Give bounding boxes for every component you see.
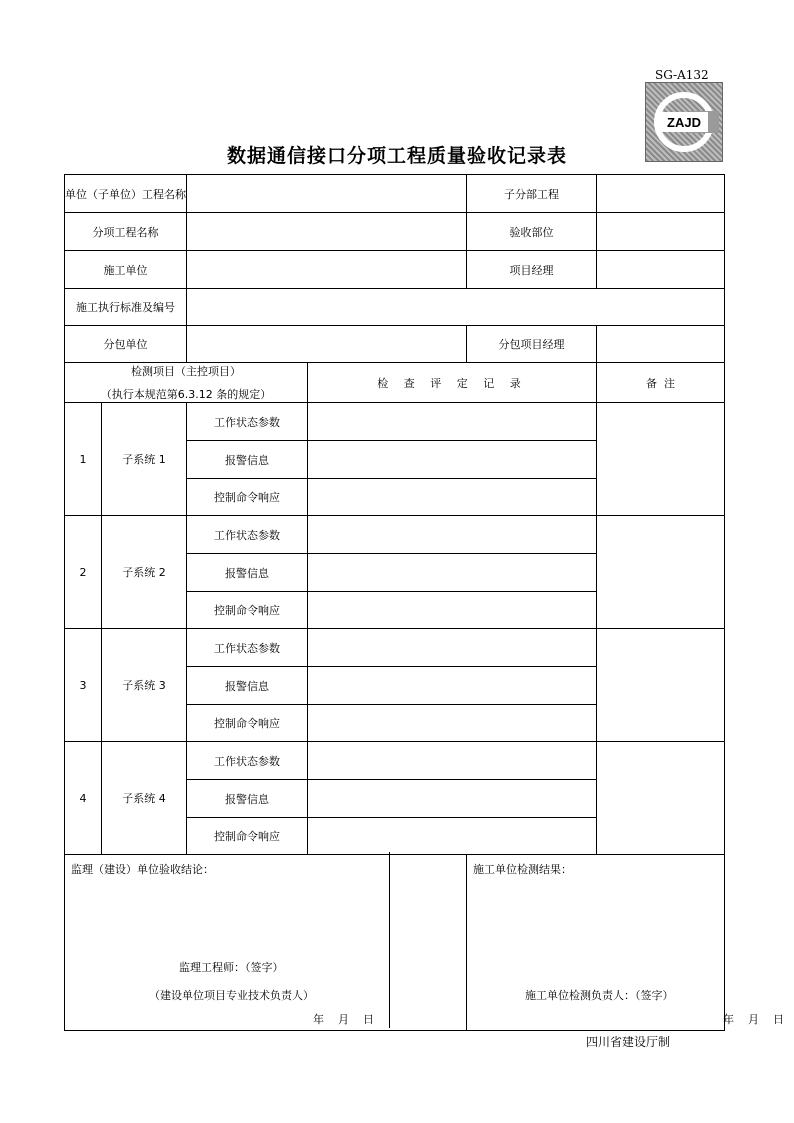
form-title: 数据通信接口分项工程质量验收记录表 [226, 145, 567, 167]
form-code: SG-A132 [655, 68, 709, 82]
remark-cell[interactable] [597, 629, 725, 742]
construction-result-cell[interactable] [467, 855, 784, 1031]
owner-tech-lead-sign: （建设单位项目专业技术负责人） [149, 989, 314, 1002]
signature-divider [389, 852, 390, 1028]
subcontract-manager-label: 分包项目经理 [467, 326, 597, 363]
subsystem-name: 子系统 2 [102, 516, 187, 629]
sub-division-label: 子分部工程 [467, 175, 597, 213]
sub-item-label: 分项工程名称 [65, 213, 187, 251]
check-item-label: 控制命令响应 [187, 705, 308, 742]
check-item-header-line1: 检测项目（主控项目） [131, 365, 241, 378]
subsystem-name: 子系统 1 [102, 403, 187, 516]
standard-label: 施工执行标准及编号 [65, 289, 187, 326]
check-item-label: 控制命令响应 [187, 479, 308, 516]
construction-lead-sign: 施工单位检测负责人：（签字） [525, 989, 674, 1002]
check-item-header-line2: （执行本规范第6.3.12 条的规定） [100, 388, 272, 401]
subsystem-no: 1 [65, 403, 102, 516]
sub-item-value[interactable] [187, 213, 467, 251]
check-item-label: 报警信息 [187, 780, 308, 818]
check-record-cell[interactable] [308, 441, 597, 479]
check-item-label: 工作状态参数 [187, 403, 308, 441]
acceptance-part-value[interactable] [597, 213, 725, 251]
remark-header: 备 注 [597, 363, 725, 403]
issuer-footer: 四川省建设厅制 [586, 1035, 671, 1049]
check-record-cell[interactable] [308, 780, 597, 818]
check-record-cell[interactable] [308, 667, 597, 705]
standard-value[interactable] [187, 289, 725, 326]
date-right: 年 月 日 [723, 1013, 784, 1026]
supervisor-conclusion-label: 监理（建设）单位验收结论： [71, 863, 214, 876]
check-record-cell[interactable] [308, 403, 597, 441]
construction-unit-label: 施工单位 [65, 251, 187, 289]
check-item-label: 报警信息 [187, 441, 308, 479]
check-item-label: 工作状态参数 [187, 742, 308, 780]
remark-cell[interactable] [597, 403, 725, 516]
construction-unit-value[interactable] [187, 251, 467, 289]
subsystem-no: 3 [65, 629, 102, 742]
subcontract-manager-value[interactable] [597, 326, 725, 363]
logo-text: ZAJD [667, 115, 701, 130]
check-record-cell[interactable] [308, 742, 597, 780]
remark-cell[interactable] [597, 742, 725, 855]
check-record-cell[interactable] [308, 479, 597, 516]
date-left: 年 月 日 [313, 1013, 374, 1026]
check-record-cell[interactable] [308, 818, 597, 855]
check-record-cell[interactable] [308, 554, 597, 592]
acceptance-form-table [64, 174, 784, 1031]
subsystem-no: 2 [65, 516, 102, 629]
subsystem-name: 子系统 3 [102, 629, 187, 742]
check-item-label: 报警信息 [187, 554, 308, 592]
subcontract-unit-label: 分包单位 [65, 326, 187, 363]
check-item-label: 工作状态参数 [187, 629, 308, 667]
project-manager-label: 项目经理 [467, 251, 597, 289]
project-manager-value[interactable] [597, 251, 725, 289]
remark-cell[interactable] [597, 516, 725, 629]
unit-project-label: 单位（子单位）工程名称 [65, 175, 187, 213]
check-item-label: 控制命令响应 [187, 592, 308, 629]
check-item-header [65, 363, 308, 403]
check-record-header: 检 查 评 定 记 录 [308, 363, 597, 403]
check-item-label: 工作状态参数 [187, 516, 308, 554]
sub-division-value[interactable] [597, 175, 725, 213]
unit-project-value[interactable] [187, 175, 467, 213]
check-record-cell[interactable] [308, 629, 597, 667]
supervisor-conclusion-cell[interactable] [65, 855, 467, 1031]
subsystem-name: 子系统 4 [102, 742, 187, 855]
acceptance-part-label: 验收部位 [467, 213, 597, 251]
supervisor-engineer-sign: 监理工程师：（签字） [179, 961, 284, 974]
check-item-label: 控制命令响应 [187, 818, 308, 855]
check-record-cell[interactable] [308, 705, 597, 742]
check-item-label: 报警信息 [187, 667, 308, 705]
check-record-cell[interactable] [308, 516, 597, 554]
check-record-cell[interactable] [308, 592, 597, 629]
subcontract-unit-value[interactable] [187, 326, 467, 363]
subsystem-no: 4 [65, 742, 102, 855]
construction-result-label: 施工单位检测结果： [473, 863, 572, 876]
